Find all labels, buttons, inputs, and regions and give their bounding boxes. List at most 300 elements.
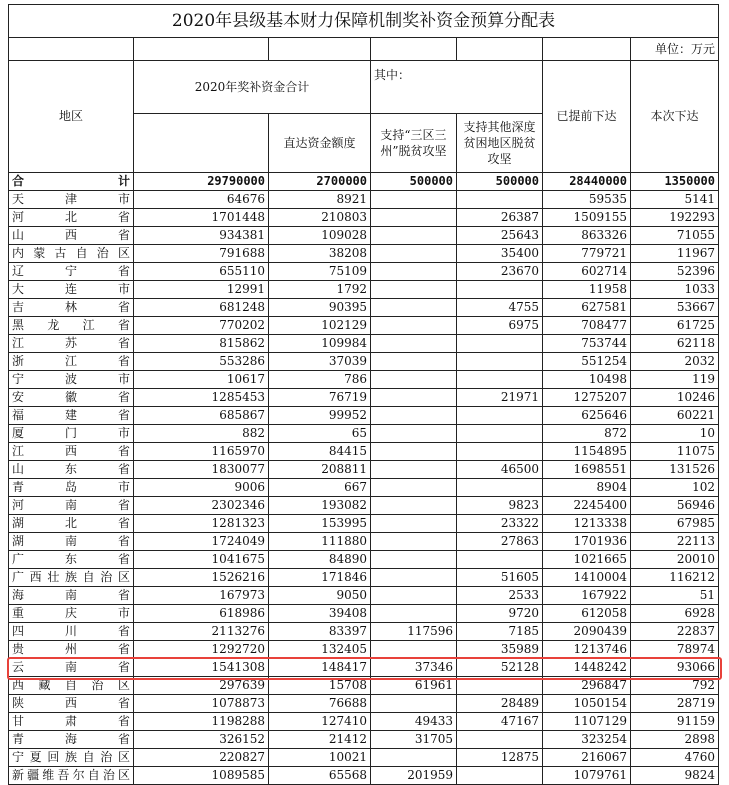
cell-direct: 37039 (269, 353, 371, 371)
cell-total: 1165970 (134, 443, 269, 461)
cell-sanqu (371, 209, 457, 227)
cell-sanqu (371, 641, 457, 659)
cell-direct: 84415 (269, 443, 371, 461)
cell-sanqu: 31705 (371, 731, 457, 749)
cell-this-time: 71055 (631, 227, 719, 245)
cell-direct: 76719 (269, 389, 371, 407)
region-cell (9, 497, 134, 515)
cell-total: 1198288 (134, 713, 269, 731)
region-name: 江 西 省 (12, 444, 130, 458)
cell-sanqu (371, 443, 457, 461)
cell-advance: 1448242 (543, 659, 631, 677)
region-cell (9, 515, 134, 533)
region-name: 吉 林 省 (12, 300, 130, 314)
cell-advance: 708477 (543, 317, 631, 335)
region-name: 河 南 省 (12, 498, 130, 512)
cell-sanqu (371, 371, 457, 389)
cell-total: 770202 (134, 317, 269, 335)
cell-direct: 102129 (269, 317, 371, 335)
cell-sanqu (371, 587, 457, 605)
cell-other: 47167 (457, 713, 543, 731)
cell-total: 326152 (134, 731, 269, 749)
table-row (9, 533, 719, 551)
cell-direct: 39408 (269, 605, 371, 623)
cell-direct: 65 (269, 425, 371, 443)
cell-advance: 1701936 (543, 533, 631, 551)
cell-this-time: 67985 (631, 515, 719, 533)
cell-advance: 1021665 (543, 551, 631, 569)
cell-sanqu (371, 245, 457, 263)
cell-this-time: 22113 (631, 533, 719, 551)
cell-advance: 551254 (543, 353, 631, 371)
total-label-a: 合 (12, 174, 25, 188)
region-cell (9, 407, 134, 425)
cell-this-time: 116212 (631, 569, 719, 587)
cell-sanqu: 61961 (371, 677, 457, 695)
cell-total: 681248 (134, 299, 269, 317)
cell-advance: 625646 (543, 407, 631, 425)
cell-total: 934381 (134, 227, 269, 245)
table-row (9, 335, 719, 353)
table-row (9, 587, 719, 605)
cell-direct: 99952 (269, 407, 371, 425)
table-row (9, 659, 719, 677)
region-name: 四 川 省 (12, 624, 130, 638)
table-row (9, 407, 719, 425)
region-name: 江 苏 省 (12, 336, 130, 350)
cell-other (457, 479, 543, 497)
region-name: 云 南 省 (12, 660, 130, 674)
cell-advance: 296847 (543, 677, 631, 695)
cell-this-time: 192293 (631, 209, 719, 227)
region-name: 天 津 市 (12, 192, 130, 206)
cell-direct: 38208 (269, 245, 371, 263)
cell-other: 27863 (457, 533, 543, 551)
table-row (9, 677, 719, 695)
cell-direct: 83397 (269, 623, 371, 641)
header-advance: 已提前下达 (543, 61, 631, 173)
cell-other (457, 335, 543, 353)
region-name: 宁 夏 回 族 自 治 区 (12, 750, 130, 764)
region-name: 山 东 省 (12, 462, 130, 476)
cell-total: 167973 (134, 587, 269, 605)
cell-advance: 1275207 (543, 389, 631, 407)
region-cell (9, 479, 134, 497)
unit-label: 单位：万元 (631, 38, 719, 61)
table-row (9, 551, 719, 569)
region-name: 浙 江 省 (12, 354, 130, 368)
cell-other: 12875 (457, 749, 543, 767)
cell-sanqu (371, 353, 457, 371)
region-cell (9, 569, 134, 587)
cell-other (457, 767, 543, 785)
cell-other (457, 281, 543, 299)
cell-other: 46500 (457, 461, 543, 479)
header-direct: 直达资金额度 (269, 114, 371, 173)
cell-other: 35989 (457, 641, 543, 659)
table-row (9, 389, 719, 407)
cell-sanqu (371, 335, 457, 353)
cell-this-time: 11967 (631, 245, 719, 263)
cell-advance: 627581 (543, 299, 631, 317)
cell-total: 9006 (134, 479, 269, 497)
table-row (9, 515, 719, 533)
cell-other: 9823 (457, 497, 543, 515)
region-name: 宁 波 市 (12, 372, 130, 386)
cell-advance: 1213338 (543, 515, 631, 533)
region-cell (9, 191, 134, 209)
total-direct: 2700000 (269, 173, 371, 191)
cell-this-time: 102 (631, 479, 719, 497)
cell-direct: 1792 (269, 281, 371, 299)
cell-total: 791688 (134, 245, 269, 263)
cell-direct: 111880 (269, 533, 371, 551)
cell-advance: 323254 (543, 731, 631, 749)
cell-other: 23670 (457, 263, 543, 281)
cell-advance: 1410004 (543, 569, 631, 587)
cell-other (457, 551, 543, 569)
cell-advance: 1107129 (543, 713, 631, 731)
cell-sanqu (371, 497, 457, 515)
cell-this-time: 4760 (631, 749, 719, 767)
cell-advance: 753744 (543, 335, 631, 353)
cell-other (457, 371, 543, 389)
cell-total: 815862 (134, 335, 269, 353)
cell-other: 21971 (457, 389, 543, 407)
cell-direct: 8921 (269, 191, 371, 209)
region-cell (9, 443, 134, 461)
table-row (9, 425, 719, 443)
table-row (9, 317, 719, 335)
region-name: 海 南 省 (12, 588, 130, 602)
cell-total: 1041675 (134, 551, 269, 569)
cell-direct: 153995 (269, 515, 371, 533)
cell-sanqu (371, 749, 457, 767)
cell-other (457, 731, 543, 749)
cell-other: 6975 (457, 317, 543, 335)
region-cell (9, 281, 134, 299)
table-row (9, 623, 719, 641)
region-name: 西 藏 自 治 区 (12, 678, 130, 692)
cell-this-time: 51 (631, 587, 719, 605)
cell-sanqu (371, 281, 457, 299)
table-row (9, 353, 719, 371)
region-cell (9, 245, 134, 263)
header-among: 其中： (371, 61, 543, 114)
cell-total: 1526216 (134, 569, 269, 587)
cell-direct: 148417 (269, 659, 371, 677)
region-name: 厦 门 市 (12, 426, 130, 440)
cell-this-time: 9824 (631, 767, 719, 785)
cell-this-time: 91159 (631, 713, 719, 731)
cell-direct: 21412 (269, 731, 371, 749)
cell-sanqu (371, 407, 457, 425)
cell-this-time: 792 (631, 677, 719, 695)
cell-total: 297639 (134, 677, 269, 695)
region-cell (9, 641, 134, 659)
region-name: 广 西 壮 族 自 治 区 (12, 570, 130, 584)
cell-advance: 10498 (543, 371, 631, 389)
cell-this-time: 20010 (631, 551, 719, 569)
cell-sanqu: 117596 (371, 623, 457, 641)
cell-sanqu (371, 191, 457, 209)
region-cell (9, 263, 134, 281)
cell-advance: 1154895 (543, 443, 631, 461)
cell-total: 12991 (134, 281, 269, 299)
cell-this-time: 93066 (631, 659, 719, 677)
cell-other: 4755 (457, 299, 543, 317)
cell-total: 1089585 (134, 767, 269, 785)
cell-this-time: 78974 (631, 641, 719, 659)
cell-sanqu (371, 479, 457, 497)
region-name: 福 建 省 (12, 408, 130, 422)
region-name: 青 海 省 (12, 732, 130, 746)
cell-this-time: 28719 (631, 695, 719, 713)
cell-other: 25643 (457, 227, 543, 245)
region-cell (9, 353, 134, 371)
cell-sanqu: 201959 (371, 767, 457, 785)
region-cell (9, 425, 134, 443)
cell-this-time: 10 (631, 425, 719, 443)
cell-direct: 109984 (269, 335, 371, 353)
cell-total: 1281323 (134, 515, 269, 533)
cell-total: 1078873 (134, 695, 269, 713)
cell-total: 1541308 (134, 659, 269, 677)
cell-advance: 1698551 (543, 461, 631, 479)
table-row (9, 461, 719, 479)
table-row (9, 731, 719, 749)
region-cell (9, 623, 134, 641)
total-sum: 29790000 (134, 173, 269, 191)
cell-other: 28489 (457, 695, 543, 713)
cell-direct: 84890 (269, 551, 371, 569)
cell-sanqu (371, 515, 457, 533)
cell-total: 220827 (134, 749, 269, 767)
cell-this-time: 6928 (631, 605, 719, 623)
region-cell (9, 227, 134, 245)
cell-direct: 210803 (269, 209, 371, 227)
cell-this-time: 61725 (631, 317, 719, 335)
cell-other: 9720 (457, 605, 543, 623)
cell-direct: 109028 (269, 227, 371, 245)
cell-total: 1701448 (134, 209, 269, 227)
cell-other (457, 353, 543, 371)
cell-total: 655110 (134, 263, 269, 281)
cell-other (457, 425, 543, 443)
region-cell (9, 605, 134, 623)
table-row (9, 479, 719, 497)
region-name: 湖 南 省 (12, 534, 130, 548)
header-region: 地区 (9, 61, 134, 173)
total-row (9, 173, 719, 191)
header-total-2020: 2020年奖补资金合计 (134, 61, 371, 114)
table-row (9, 713, 719, 731)
cell-direct: 65568 (269, 767, 371, 785)
cell-advance: 863326 (543, 227, 631, 245)
cell-advance: 779721 (543, 245, 631, 263)
table-row (9, 767, 719, 785)
cell-total: 10617 (134, 371, 269, 389)
cell-other (457, 407, 543, 425)
cell-total: 685867 (134, 407, 269, 425)
cell-sanqu (371, 227, 457, 245)
cell-advance: 1050154 (543, 695, 631, 713)
cell-total: 1285453 (134, 389, 269, 407)
table-row (9, 569, 719, 587)
region-name: 湖 北 省 (12, 516, 130, 530)
cell-advance: 1079761 (543, 767, 631, 785)
cell-this-time: 62118 (631, 335, 719, 353)
total-sanqu: 500000 (371, 173, 457, 191)
cell-advance: 8904 (543, 479, 631, 497)
cell-other: 23322 (457, 515, 543, 533)
cell-total: 882 (134, 425, 269, 443)
region-name: 安 徽 省 (12, 390, 130, 404)
cell-direct: 75109 (269, 263, 371, 281)
cell-this-time: 10246 (631, 389, 719, 407)
region-cell (9, 533, 134, 551)
region-name: 河 北 省 (12, 210, 130, 224)
cell-sanqu: 37346 (371, 659, 457, 677)
region-cell (9, 299, 134, 317)
region-name: 新 疆 维 吾 尔 自 治 区 (12, 768, 130, 782)
table-row (9, 497, 719, 515)
region-name: 甘 肃 省 (12, 714, 130, 728)
cell-advance: 2090439 (543, 623, 631, 641)
cell-this-time: 11075 (631, 443, 719, 461)
cell-sanqu (371, 389, 457, 407)
cell-other: 2533 (457, 587, 543, 605)
budget-allocation-table (8, 4, 719, 785)
table-row (9, 371, 719, 389)
cell-this-time: 56946 (631, 497, 719, 515)
region-cell (9, 731, 134, 749)
cell-total: 1724049 (134, 533, 269, 551)
region-name: 贵 州 省 (12, 642, 130, 656)
total-label (9, 173, 134, 191)
cell-direct: 132405 (269, 641, 371, 659)
cell-sanqu (371, 263, 457, 281)
cell-total: 618986 (134, 605, 269, 623)
region-name: 广 东 省 (12, 552, 130, 566)
cell-total: 2302346 (134, 497, 269, 515)
region-cell (9, 767, 134, 785)
cell-this-time: 131526 (631, 461, 719, 479)
region-cell (9, 587, 134, 605)
cell-this-time: 2032 (631, 353, 719, 371)
table-row (9, 443, 719, 461)
cell-sanqu (371, 551, 457, 569)
cell-direct: 9050 (269, 587, 371, 605)
region-cell (9, 335, 134, 353)
cell-sanqu (371, 317, 457, 335)
region-name: 辽 宁 省 (12, 264, 130, 278)
cell-sanqu (371, 569, 457, 587)
region-cell (9, 659, 134, 677)
cell-this-time: 5141 (631, 191, 719, 209)
region-name: 陕 西 省 (12, 696, 130, 710)
table-row (9, 263, 719, 281)
cell-advance: 872 (543, 425, 631, 443)
cell-other (457, 191, 543, 209)
table-row (9, 191, 719, 209)
cell-advance: 59535 (543, 191, 631, 209)
header-this-time: 本次下达 (631, 61, 719, 173)
cell-total: 1830077 (134, 461, 269, 479)
header-support-sanqu: 支持“三区三州”脱贫攻坚 (371, 114, 457, 173)
cell-this-time: 22837 (631, 623, 719, 641)
cell-sanqu (371, 425, 457, 443)
cell-advance: 216067 (543, 749, 631, 767)
cell-direct: 15708 (269, 677, 371, 695)
cell-this-time: 1033 (631, 281, 719, 299)
region-cell (9, 551, 134, 569)
cell-advance: 11958 (543, 281, 631, 299)
cell-other: 35400 (457, 245, 543, 263)
cell-direct: 76688 (269, 695, 371, 713)
region-cell (9, 461, 134, 479)
total-advance: 28440000 (543, 173, 631, 191)
header-support-other: 支持其他深度贫困地区脱贫攻坚 (457, 114, 543, 173)
table-row (9, 209, 719, 227)
table-row (9, 749, 719, 767)
region-cell (9, 389, 134, 407)
table-row (9, 605, 719, 623)
region-name: 青 岛 市 (12, 480, 130, 494)
cell-direct: 10021 (269, 749, 371, 767)
cell-sanqu (371, 299, 457, 317)
cell-advance: 612058 (543, 605, 631, 623)
region-cell (9, 677, 134, 695)
region-name: 大 连 市 (12, 282, 130, 296)
region-name: 内 蒙 古 自 治 区 (12, 246, 130, 260)
region-cell (9, 713, 134, 731)
cell-other (457, 443, 543, 461)
region-cell (9, 371, 134, 389)
table-title: 2020年县级基本财力保障机制奖补资金预算分配表 (9, 5, 719, 38)
cell-sanqu (371, 533, 457, 551)
total-this-time: 1350000 (631, 173, 719, 191)
cell-advance: 1213746 (543, 641, 631, 659)
cell-direct: 193082 (269, 497, 371, 515)
table-row (9, 281, 719, 299)
cell-this-time: 60221 (631, 407, 719, 425)
cell-total: 1292720 (134, 641, 269, 659)
cell-other: 52128 (457, 659, 543, 677)
cell-advance: 167922 (543, 587, 631, 605)
region-cell (9, 749, 134, 767)
cell-direct: 127410 (269, 713, 371, 731)
cell-other (457, 677, 543, 695)
cell-direct: 90395 (269, 299, 371, 317)
total-label-b: 计 (117, 174, 130, 188)
cell-advance: 602714 (543, 263, 631, 281)
total-other: 500000 (457, 173, 543, 191)
region-name: 黑 龙 江 省 (12, 318, 130, 332)
cell-this-time: 119 (631, 371, 719, 389)
cell-direct: 208811 (269, 461, 371, 479)
region-cell (9, 317, 134, 335)
cell-other: 26387 (457, 209, 543, 227)
header-total-sub-empty (134, 114, 269, 173)
cell-total: 2113276 (134, 623, 269, 641)
cell-direct: 171846 (269, 569, 371, 587)
cell-sanqu (371, 605, 457, 623)
cell-direct: 667 (269, 479, 371, 497)
table-row (9, 227, 719, 245)
table-row (9, 695, 719, 713)
cell-other: 51605 (457, 569, 543, 587)
